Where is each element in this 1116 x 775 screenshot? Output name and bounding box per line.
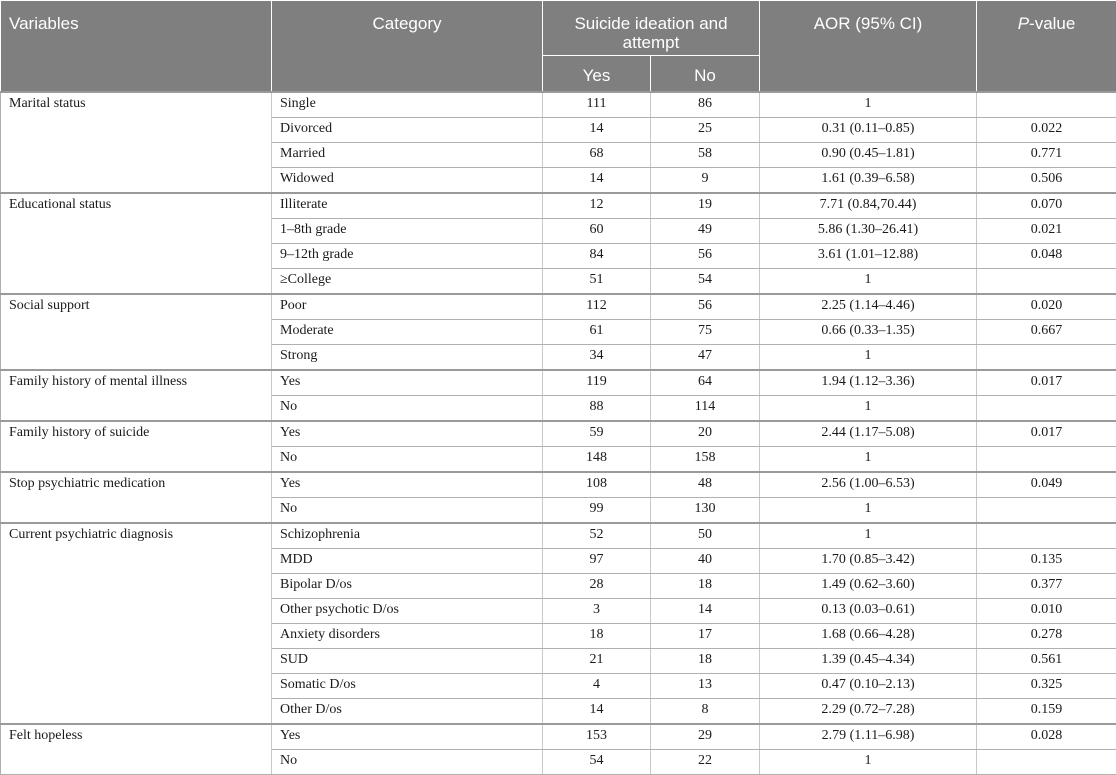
- header-aor: AOR (95% CI): [760, 1, 977, 92]
- aor-cell: 1.49 (0.62–3.60): [760, 573, 977, 598]
- yes-count-cell: 60: [543, 218, 651, 243]
- category-cell: 1–8th grade: [272, 218, 543, 243]
- yes-count-cell: 4: [543, 673, 651, 698]
- category-cell: Married: [272, 142, 543, 167]
- no-count-cell: 158: [651, 446, 760, 472]
- table-row: [1, 724, 1116, 750]
- yes-count-cell: 54: [543, 749, 651, 774]
- category-cell: No: [272, 749, 543, 774]
- no-count-cell: 86: [651, 92, 760, 118]
- table-row: [1, 472, 1116, 498]
- p-value-cell: [977, 446, 1116, 472]
- aor-cell: 3.61 (1.01–12.88): [760, 243, 977, 268]
- yes-count-cell: 112: [543, 294, 651, 320]
- aor-cell: 2.79 (1.11–6.98): [760, 724, 977, 750]
- yes-count-cell: 61: [543, 319, 651, 344]
- aor-cell: 1: [760, 446, 977, 472]
- no-count-cell: 75: [651, 319, 760, 344]
- p-value-cell: [977, 523, 1116, 549]
- table-header: [1, 1, 1116, 92]
- category-cell: Other psychotic D/os: [272, 598, 543, 623]
- aor-cell: 1.68 (0.66–4.28): [760, 623, 977, 648]
- no-count-cell: 48: [651, 472, 760, 498]
- p-value-cell: 0.135: [977, 548, 1116, 573]
- no-count-cell: 40: [651, 548, 760, 573]
- category-cell: Bipolar D/os: [272, 573, 543, 598]
- p-value-cell: 0.049: [977, 472, 1116, 498]
- table-body: [1, 92, 1116, 775]
- category-cell: Divorced: [272, 117, 543, 142]
- category-cell: SUD: [272, 648, 543, 673]
- aor-cell: 1: [760, 395, 977, 421]
- table-row: [1, 193, 1116, 219]
- category-cell: No: [272, 395, 543, 421]
- category-cell: Anxiety disorders: [272, 623, 543, 648]
- p-value-cell: 0.028: [977, 724, 1116, 750]
- aor-cell: 1.39 (0.45–4.34): [760, 648, 977, 673]
- table-row: [1, 294, 1116, 320]
- no-count-cell: 20: [651, 421, 760, 447]
- yes-count-cell: 153: [543, 724, 651, 750]
- aor-cell: 1: [760, 344, 977, 370]
- yes-count-cell: 52: [543, 523, 651, 549]
- aor-cell: 5.86 (1.30–26.41): [760, 218, 977, 243]
- no-count-cell: 25: [651, 117, 760, 142]
- yes-count-cell: 51: [543, 268, 651, 294]
- aor-cell: 2.25 (1.14–4.46): [760, 294, 977, 320]
- category-cell: Other D/os: [272, 698, 543, 724]
- aor-cell: 1.61 (0.39–6.58): [760, 167, 977, 193]
- header-no: No: [651, 56, 760, 92]
- category-cell: Illiterate: [272, 193, 543, 219]
- yes-count-cell: 84: [543, 243, 651, 268]
- no-count-cell: 54: [651, 268, 760, 294]
- p-value-cell: 0.771: [977, 142, 1116, 167]
- no-count-cell: 19: [651, 193, 760, 219]
- p-value-cell: 0.070: [977, 193, 1116, 219]
- category-cell: Yes: [272, 370, 543, 396]
- p-value-cell: 0.159: [977, 698, 1116, 724]
- p-value-cell: [977, 395, 1116, 421]
- p-value-cell: [977, 92, 1116, 118]
- p-value-cell: [977, 749, 1116, 774]
- yes-count-cell: 12: [543, 193, 651, 219]
- table-row: [1, 92, 1116, 118]
- category-cell: Strong: [272, 344, 543, 370]
- no-count-cell: 14: [651, 598, 760, 623]
- yes-count-cell: 111: [543, 92, 651, 118]
- no-count-cell: 22: [651, 749, 760, 774]
- p-value-cell: 0.010: [977, 598, 1116, 623]
- yes-count-cell: 14: [543, 117, 651, 142]
- aor-cell: 1.94 (1.12–3.36): [760, 370, 977, 396]
- yes-count-cell: 34: [543, 344, 651, 370]
- category-cell: No: [272, 497, 543, 523]
- aor-cell: 1: [760, 749, 977, 774]
- no-count-cell: 114: [651, 395, 760, 421]
- p-value-cell: 0.022: [977, 117, 1116, 142]
- variable-cell: Social support: [1, 294, 272, 370]
- yes-count-cell: 99: [543, 497, 651, 523]
- p-value-cell: 0.017: [977, 421, 1116, 447]
- category-cell: Moderate: [272, 319, 543, 344]
- no-count-cell: 9: [651, 167, 760, 193]
- category-cell: Single: [272, 92, 543, 118]
- category-cell: Yes: [272, 421, 543, 447]
- category-cell: MDD: [272, 548, 543, 573]
- no-count-cell: 50: [651, 523, 760, 549]
- aor-cell: 1: [760, 268, 977, 294]
- no-count-cell: 18: [651, 573, 760, 598]
- category-cell: Somatic D/os: [272, 673, 543, 698]
- category-cell: Poor: [272, 294, 543, 320]
- header-yes: Yes: [543, 56, 651, 92]
- p-value-cell: 0.048: [977, 243, 1116, 268]
- no-count-cell: 56: [651, 243, 760, 268]
- p-value-cell: 0.017: [977, 370, 1116, 396]
- aor-cell: 0.90 (0.45–1.81): [760, 142, 977, 167]
- aor-cell: 0.66 (0.33–1.35): [760, 319, 977, 344]
- p-value-cell: 0.278: [977, 623, 1116, 648]
- yes-count-cell: 14: [543, 167, 651, 193]
- p-value-cell: 0.377: [977, 573, 1116, 598]
- p-value-cell: [977, 268, 1116, 294]
- yes-count-cell: 108: [543, 472, 651, 498]
- category-cell: Schizophrenia: [272, 523, 543, 549]
- no-count-cell: 29: [651, 724, 760, 750]
- table-row: [1, 523, 1116, 549]
- aor-cell: 0.31 (0.11–0.85): [760, 117, 977, 142]
- header-p-rest: -value: [1029, 14, 1075, 33]
- aor-cell: 2.56 (1.00–6.53): [760, 472, 977, 498]
- table-row: [1, 421, 1116, 447]
- p-value-cell: [977, 344, 1116, 370]
- yes-count-cell: 119: [543, 370, 651, 396]
- variable-cell: Stop psychiatric medication: [1, 472, 272, 523]
- yes-count-cell: 68: [543, 142, 651, 167]
- no-count-cell: 49: [651, 218, 760, 243]
- variable-cell: Current psychiatric diagnosis: [1, 523, 272, 724]
- yes-count-cell: 18: [543, 623, 651, 648]
- yes-count-cell: 59: [543, 421, 651, 447]
- header-variables: Variables: [1, 1, 272, 92]
- yes-count-cell: 148: [543, 446, 651, 472]
- no-count-cell: 64: [651, 370, 760, 396]
- category-cell: Yes: [272, 724, 543, 750]
- p-value-cell: 0.667: [977, 319, 1116, 344]
- variable-cell: Marital status: [1, 92, 272, 193]
- table-row: [1, 370, 1116, 396]
- p-value-cell: 0.021: [977, 218, 1116, 243]
- aor-cell: 7.71 (0.84,70.44): [760, 193, 977, 219]
- aor-cell: 1: [760, 497, 977, 523]
- no-count-cell: 47: [651, 344, 760, 370]
- p-value-cell: 0.561: [977, 648, 1116, 673]
- variable-cell: Family history of suicide: [1, 421, 272, 472]
- category-cell: 9–12th grade: [272, 243, 543, 268]
- no-count-cell: 130: [651, 497, 760, 523]
- variable-cell: Felt hopeless: [1, 724, 272, 775]
- yes-count-cell: 3: [543, 598, 651, 623]
- header-p-value: [977, 1, 1116, 92]
- header-p-italic: P: [1018, 14, 1029, 33]
- yes-count-cell: 21: [543, 648, 651, 673]
- category-cell: ≥College: [272, 268, 543, 294]
- aor-cell: 0.47 (0.10–2.13): [760, 673, 977, 698]
- header-suicide-ideation: Suicide ideation and attempt: [543, 1, 760, 56]
- yes-count-cell: 88: [543, 395, 651, 421]
- aor-cell: 2.44 (1.17–5.08): [760, 421, 977, 447]
- p-value-cell: [977, 497, 1116, 523]
- aor-cell: 1.70 (0.85–3.42): [760, 548, 977, 573]
- aor-cell: 1: [760, 523, 977, 549]
- no-count-cell: 58: [651, 142, 760, 167]
- p-value-cell: 0.020: [977, 294, 1116, 320]
- aor-cell: 1: [760, 92, 977, 118]
- aor-cell: 0.13 (0.03–0.61): [760, 598, 977, 623]
- no-count-cell: 18: [651, 648, 760, 673]
- no-count-cell: 56: [651, 294, 760, 320]
- p-value-cell: 0.506: [977, 167, 1116, 193]
- category-cell: Widowed: [272, 167, 543, 193]
- p-value-cell: 0.325: [977, 673, 1116, 698]
- category-cell: Yes: [272, 472, 543, 498]
- no-count-cell: 13: [651, 673, 760, 698]
- variable-cell: Family history of mental illness: [1, 370, 272, 421]
- no-count-cell: 8: [651, 698, 760, 724]
- variable-cell: Educational status: [1, 193, 272, 294]
- yes-count-cell: 14: [543, 698, 651, 724]
- header-category: Category: [272, 1, 543, 92]
- yes-count-cell: 28: [543, 573, 651, 598]
- no-count-cell: 17: [651, 623, 760, 648]
- category-cell: No: [272, 446, 543, 472]
- yes-count-cell: 97: [543, 548, 651, 573]
- aor-cell: 2.29 (0.72–7.28): [760, 698, 977, 724]
